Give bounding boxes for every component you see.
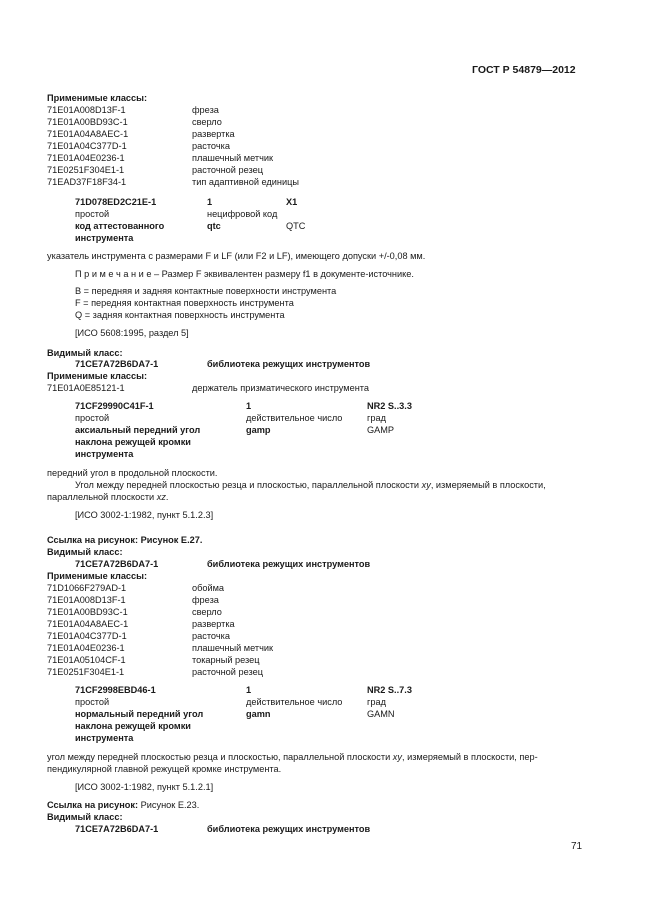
class-name: плашечный метчик [192, 643, 274, 653]
class-code: 71E01A008D13F-1 [47, 105, 126, 115]
class-code: 71E01A04A8AEC-1 [47, 129, 129, 139]
class-name: сверло [192, 607, 222, 617]
entry-id: 71CF29990C41F-1 [75, 401, 154, 411]
class-name: плашечный метчик [192, 153, 274, 163]
entry-kind: простой [75, 413, 110, 423]
entry-number: 1 [246, 401, 252, 411]
class-name: расточка [192, 141, 230, 151]
entry-code: X1 [286, 197, 298, 207]
definition-text [47, 491, 168, 503]
definition-text [47, 751, 538, 763]
definition-text: передний угол в продольной плоскости. [47, 468, 218, 478]
entry-unit: град [367, 697, 386, 707]
entry-title: аксиальный передний угол [75, 425, 201, 435]
entry-symbol: gamp [246, 425, 271, 435]
class-code: 71EAD37F18F34-1 [47, 177, 127, 187]
list-item: Q = задняя контактная поверхность инструмента [75, 310, 285, 320]
italic-run: xz [156, 492, 166, 502]
class-name: расточка [192, 631, 230, 641]
class-name: держатель призматического инструмента [192, 383, 369, 393]
class-name: токарный резец [192, 655, 260, 665]
italic-run: xy [392, 752, 402, 762]
note-text: – Размер F эквивалентен размеру f1 в документе-источнике. [151, 269, 414, 279]
entry-type: действительное число [246, 413, 343, 423]
applicable-classes-label: Применимые классы: [47, 371, 148, 381]
entry-code: NR2 S..7.3 [367, 685, 412, 695]
class-name: развертка [192, 619, 235, 629]
class-code: 71E01A05104CF-1 [47, 655, 126, 665]
applicable-classes-label: Применимые классы: [47, 93, 148, 103]
definition-text: указатель инструмента с размерами F и LF (или F2 и LF), имеющего допуски +/-0,08 мм. [47, 251, 426, 261]
entry-abbreviation: QTC [286, 221, 306, 231]
entry-title: наклона режущей кромки [75, 721, 191, 731]
class-code: 71E01A04E0236-1 [47, 643, 125, 653]
applicable-classes-label: Применимые классы: [47, 571, 148, 581]
entry-number: 1 [246, 685, 252, 695]
page-number: 71 [571, 841, 583, 852]
entry-symbol: gamn [246, 709, 271, 719]
entry-title: инструмента [75, 733, 134, 743]
entry-type: нецифровой код [207, 209, 278, 219]
source-reference: [ИСО 3002-1:1982, пункт 5.1.2.1] [75, 782, 214, 792]
list-item: В = передняя и задняя контактные поверхности инструмента [75, 286, 337, 296]
text-run: . [165, 492, 169, 502]
class-name: расточной резец [192, 667, 263, 677]
class-code: 71E01A00BD93C-1 [47, 607, 128, 617]
note-paragraph [75, 268, 414, 280]
figure-reference [47, 799, 199, 811]
entry-title: нормальный передний угол [75, 709, 204, 719]
visible-class-label: Видимый класс: [47, 348, 123, 358]
class-code: 71E01A04C377D-1 [47, 631, 127, 641]
entry-code: NR2 S..3.3 [367, 401, 412, 411]
figure-reference: Ссылка на рисунок: Рисунок Е.27. [47, 535, 203, 545]
entry-title: наклона режущей кромки [75, 437, 191, 447]
class-code: 71E0251F304E1-1 [47, 165, 125, 175]
class-name: расточной резец [192, 165, 263, 175]
text-run: Угол между передней плоскостью резца и плоскостью, параллельной плоскости [75, 480, 422, 490]
source-reference: [ИСО 3002-1:1982, пункт 5.1.2.3] [75, 510, 214, 520]
definition-text [75, 479, 546, 491]
class-name: фреза [192, 595, 219, 605]
entry-abbreviation: GAMN [367, 709, 395, 719]
document-header: ГОСТ Р 54879—2012 [472, 64, 576, 76]
visible-class-code: 71CE7A72B6DA7-1 [75, 559, 159, 569]
entry-abbreviation: GAMP [367, 425, 395, 435]
entry-title: инструмента [75, 449, 134, 459]
class-code: 71E01A0E85121-1 [47, 383, 125, 393]
text-run: , измеряемый в плоскости, [430, 480, 546, 490]
class-code: 71E01A04C377D-1 [47, 141, 127, 151]
list-item: F = передняя контактная поверхность инструмента [75, 298, 294, 308]
entry-kind: простой [75, 209, 110, 219]
visible-class-code: 71CE7A72B6DA7-1 [75, 359, 159, 369]
note-label: П р и м е ч а н и е [75, 269, 152, 279]
entry-symbol: qtc [207, 221, 221, 231]
text-run: параллельной плоскости [47, 492, 157, 502]
class-code: 71E01A04E0236-1 [47, 153, 125, 163]
italic-run: xy [421, 480, 431, 490]
visible-class-label: Видимый класс: [47, 547, 123, 557]
class-name: развертка [192, 129, 235, 139]
class-name: сверло [192, 117, 222, 127]
class-code: 71E01A04A8AEC-1 [47, 619, 129, 629]
class-code: 71E0251F304E1-1 [47, 667, 125, 677]
class-code: 71E01A008D13F-1 [47, 595, 126, 605]
entry-title: код аттестованного [75, 221, 165, 231]
figure-reference-value: Рисунок Е.23. [138, 800, 200, 810]
text-run: угол между передней плоскостью резца и плоскостью, параллельной плоскости [47, 752, 393, 762]
entry-type: действительное число [246, 697, 343, 707]
visible-class-name: библиотека режущих инструментов [207, 359, 371, 369]
class-code: 71D1066F279AD-1 [47, 583, 127, 593]
figure-reference-label: Ссылка на рисунок: [47, 800, 139, 810]
visible-class-name: библиотека режущих инструментов [207, 559, 371, 569]
entry-kind: простой [75, 697, 110, 707]
entry-unit: град [367, 413, 386, 423]
visible-class-label: Видимый класс: [47, 812, 123, 822]
visible-class-name: библиотека режущих инструментов [207, 824, 371, 834]
class-name: обойма [192, 583, 225, 593]
definition-text: пендикулярной главной режущей кромке инструмента. [47, 764, 282, 774]
source-reference: [ИСО 5608:1995, раздел 5] [75, 328, 189, 338]
class-name: тип адаптивной единицы [192, 177, 299, 187]
class-name: фреза [192, 105, 219, 115]
visible-class-code: 71CE7A72B6DA7-1 [75, 824, 159, 834]
text-run: , измеряемый в плоскости, пер- [401, 752, 538, 762]
class-code: 71E01A00BD93C-1 [47, 117, 128, 127]
entry-number: 1 [207, 197, 213, 207]
entry-id: 71D078ED2C21E-1 [75, 197, 157, 207]
entry-id: 71CF2998EBD46-1 [75, 685, 156, 695]
entry-title: инструмента [75, 233, 134, 243]
